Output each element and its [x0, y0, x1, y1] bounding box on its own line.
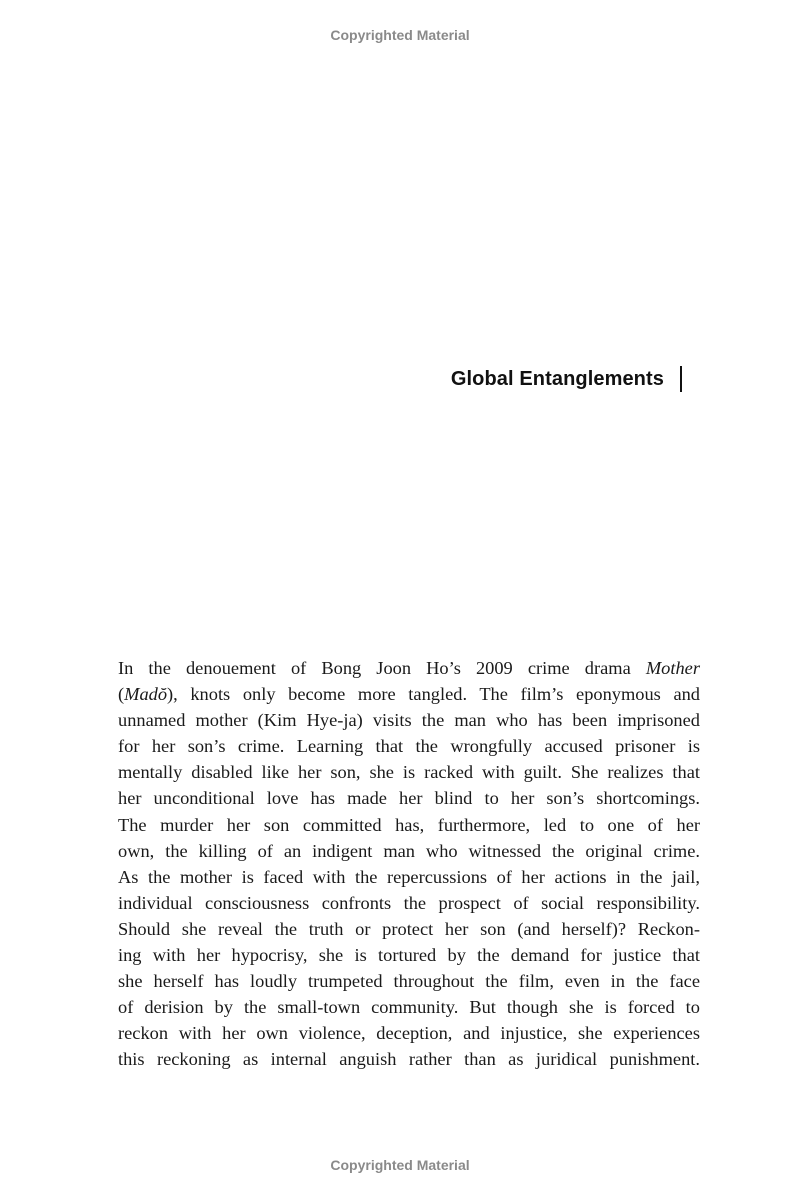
paragraph-line: ing with her hypocrisy, she is tortured by the demand for justice that — [118, 945, 700, 966]
body-paragraph — [118, 655, 700, 1073]
chapter-title-rule — [680, 366, 682, 392]
film-title-mado: Madŏ — [124, 684, 168, 705]
paragraph-line: unnamed mother (Kim Hye-ja) visits the man who has been imprisoned — [118, 710, 700, 731]
film-title-mother: Mother — [645, 658, 700, 678]
paragraph-line: of derision by the small-town community. But though she is forced to — [118, 997, 700, 1018]
paragraph-line: this reckoning as internal anguish rather than as juridical punishment. — [118, 1049, 700, 1070]
copyright-watermark-top: Copyrighted Material — [330, 27, 470, 43]
paragraph-line: (Madŏ), knots only become more tangled. The film’s eponymous and — [118, 684, 700, 705]
paragraph-line: The murder her son committed has, furthermore, led to one of her — [118, 814, 700, 835]
paragraph-line: Should she reveal the truth or protect her son (and herself)? Reckon- — [118, 918, 700, 939]
paragraph-line: In the denouement of Bong Joon Ho’s 2009 crime drama Mother — [118, 658, 700, 678]
paragraph-line: for her son’s crime. Learning that the wrongfully accused prisoner is — [118, 736, 700, 757]
paragraph-line: reckon with her own violence, deception, and injustice, she experiences — [118, 1023, 700, 1044]
paragraph-line: her unconditional love has made her blind to her son’s shortcomings. — [118, 788, 700, 809]
paragraph-line: individual consciousness confronts the prospect of social responsibility. — [118, 892, 700, 913]
copyright-watermark-bottom: Copyrighted Material — [330, 1157, 470, 1173]
paragraph-line: As the mother is faced with the repercussions of her actions in the jail, — [118, 866, 700, 887]
paragraph-line: she herself has loudly trumpeted throughout the film, even in the face — [118, 971, 700, 992]
paragraph-line: mentally disabled like her son, she is racked with guilt. She realizes that — [118, 762, 700, 783]
chapter-heading — [451, 366, 682, 392]
paragraph-line: own, the killing of an indigent man who witnessed the original crime. — [118, 840, 700, 861]
chapter-title: Global Entanglements — [450, 367, 664, 390]
